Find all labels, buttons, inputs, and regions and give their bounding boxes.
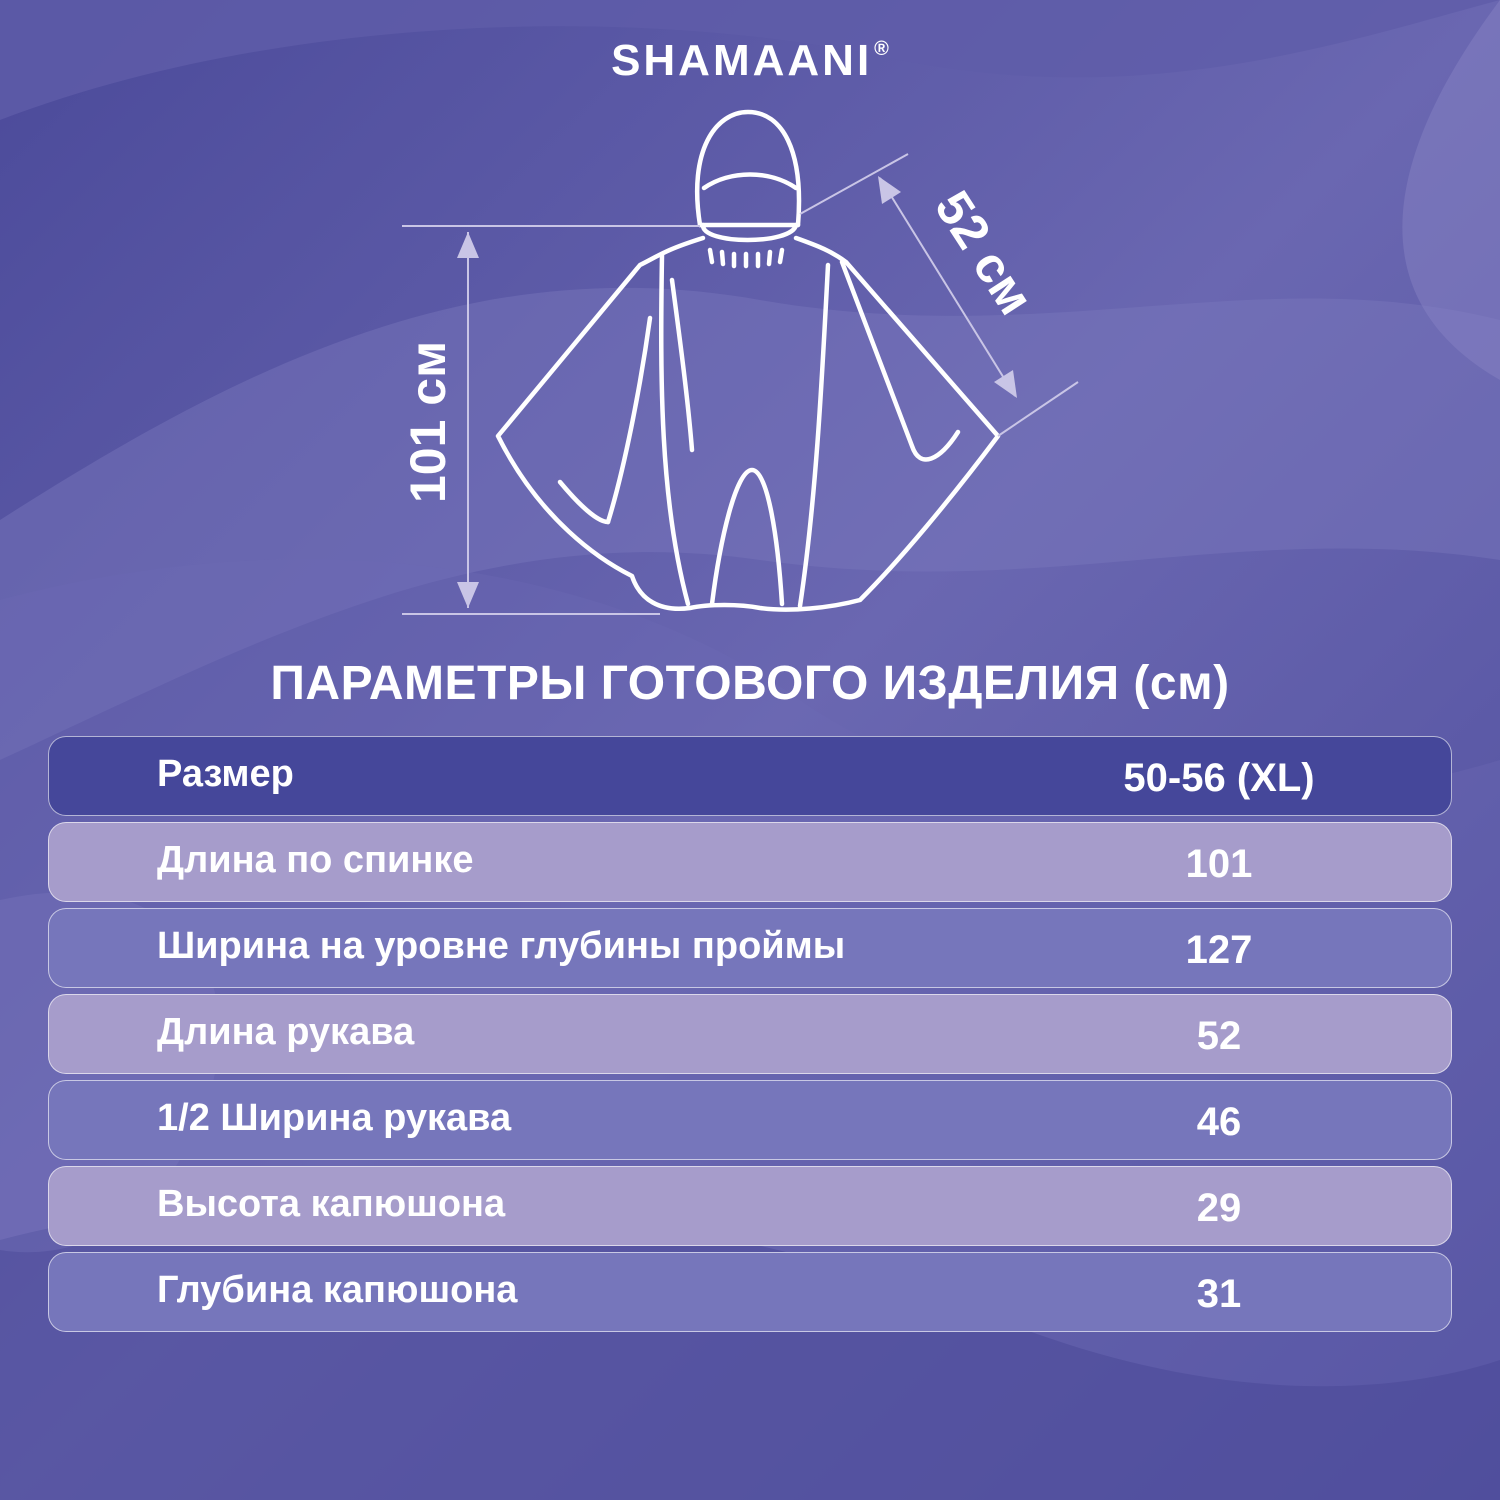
header-label: Размер	[157, 753, 294, 795]
table-row	[48, 1166, 1452, 1246]
table-row	[48, 1252, 1452, 1332]
header-value: 50-56 (XL)	[1123, 756, 1315, 800]
row-label: Длина по спинке	[157, 839, 474, 881]
table-row	[48, 994, 1452, 1074]
poncho-diagram	[0, 0, 1500, 640]
size-header-row	[48, 736, 1452, 816]
registered-mark: ®	[874, 38, 889, 60]
row-value: 52	[1196, 1014, 1242, 1058]
row-value: 29	[1196, 1186, 1242, 1230]
table-row	[48, 1080, 1452, 1160]
size-table	[48, 736, 1452, 1338]
row-value: 101	[1185, 842, 1253, 886]
poncho-outline-icon	[498, 112, 998, 610]
table-row	[48, 908, 1452, 988]
table-row	[48, 822, 1452, 902]
row-value: 46	[1196, 1100, 1242, 1144]
sleeve-dimension-label: 52 см	[924, 181, 1045, 325]
row-value: 127	[1185, 928, 1253, 972]
length-dimension-label: 101 см	[400, 340, 456, 504]
table-title: ПАРАМЕТРЫ ГОТОВОГО ИЗДЕЛИЯ (см)	[270, 657, 1230, 710]
brand-name: SHAMAANI	[611, 36, 873, 85]
row-value: 31	[1196, 1272, 1242, 1316]
row-label: Высота капюшона	[157, 1183, 506, 1225]
row-label: 1/2 Ширина рукава	[157, 1097, 512, 1139]
row-label: Ширина на уровне глубины проймы	[157, 925, 846, 967]
row-label: Длина рукава	[157, 1011, 415, 1053]
row-label: Глубина капюшона	[157, 1269, 518, 1311]
